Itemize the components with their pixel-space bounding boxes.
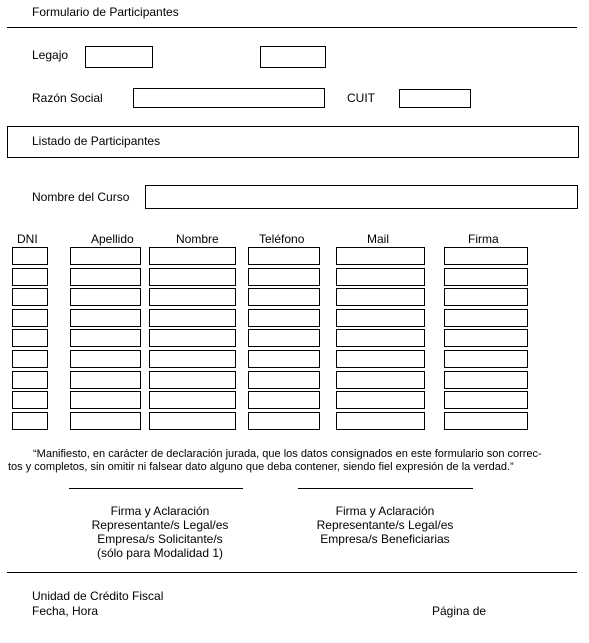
legajo-label: Legajo [32, 48, 69, 62]
cell-dni[interactable] [12, 288, 48, 306]
column-header-nombre: Nombre [176, 232, 219, 246]
cell-telefono[interactable] [248, 268, 320, 286]
cell-apellido[interactable] [70, 371, 141, 389]
cell-nombre[interactable] [149, 309, 236, 327]
column-header-firma: Firma [468, 232, 499, 246]
column-header-apellido: Apellido [91, 232, 134, 246]
cell-apellido[interactable] [70, 412, 141, 430]
cell-mail[interactable] [336, 247, 425, 265]
razon-social-label: Razón Social [32, 91, 103, 105]
signature-right-line-3: Empresa/s Beneficiarias [320, 532, 450, 546]
cell-apellido[interactable] [70, 309, 141, 327]
cell-telefono[interactable] [248, 391, 320, 409]
column-header-telefono: Teléfono [259, 232, 305, 246]
cell-mail[interactable] [336, 371, 425, 389]
cell-telefono[interactable] [248, 412, 320, 430]
cell-apellido[interactable] [70, 247, 141, 265]
cell-dni[interactable] [12, 329, 48, 347]
cell-telefono[interactable] [248, 350, 320, 368]
cell-nombre[interactable] [149, 288, 236, 306]
cell-nombre[interactable] [149, 350, 236, 368]
title-divider [7, 27, 577, 28]
cuit-field[interactable] [399, 89, 471, 108]
signature-caption-right [285, 504, 485, 546]
footer-divider [7, 572, 577, 573]
cell-apellido[interactable] [70, 268, 141, 286]
cell-dni[interactable] [12, 247, 48, 265]
cell-firma[interactable] [444, 288, 528, 306]
cell-mail[interactable] [336, 391, 425, 409]
cell-dni[interactable] [12, 268, 48, 286]
legajo-field[interactable] [85, 46, 153, 68]
cell-nombre[interactable] [149, 371, 236, 389]
cell-telefono[interactable] [248, 247, 320, 265]
curso-label: Nombre del Curso [32, 190, 130, 204]
cuit-label: CUIT [347, 91, 375, 105]
signature-line-right [298, 488, 473, 489]
cell-firma[interactable] [444, 412, 528, 430]
cell-mail[interactable] [336, 412, 425, 430]
cell-telefono[interactable] [248, 329, 320, 347]
signature-right-line-2: Representante/s Legal/es [316, 518, 454, 532]
cell-nombre[interactable] [149, 412, 236, 430]
cell-mail[interactable] [336, 309, 425, 327]
form-title: Formulario de Participantes [32, 5, 179, 19]
cell-firma[interactable] [444, 391, 528, 409]
cell-nombre[interactable] [149, 247, 236, 265]
cell-dni[interactable] [12, 412, 48, 430]
legajo-secondary-field[interactable] [260, 46, 326, 68]
cell-apellido[interactable] [70, 288, 141, 306]
cell-telefono[interactable] [248, 371, 320, 389]
cell-mail[interactable] [336, 350, 425, 368]
signature-left-line-3: Empresa/s Solicitante/s [97, 532, 223, 546]
cell-nombre[interactable] [149, 329, 236, 347]
cell-apellido[interactable] [70, 329, 141, 347]
cell-firma[interactable] [444, 329, 528, 347]
signature-left-line-1: Firma y Aclaración [110, 504, 210, 518]
footer-page: Página de [432, 604, 487, 618]
column-header-mail: Mail [367, 232, 390, 246]
cell-telefono[interactable] [248, 288, 320, 306]
footer-unit: Unidad de Crédito Fiscal [32, 589, 164, 603]
column-header-dni: DNI [17, 232, 38, 246]
signature-left-line-2: Representante/s Legal/es [91, 518, 229, 532]
cell-nombre[interactable] [149, 391, 236, 409]
declaration-line-2: tos y completos, sin omitir ni falsear dato alguno que deba contener, siendo fiel expresión de la verdad.” [8, 461, 514, 473]
signature-caption-left [60, 504, 260, 560]
listado-heading: Listado de Participantes [32, 134, 161, 148]
cell-apellido[interactable] [70, 391, 141, 409]
cell-dni[interactable] [12, 371, 48, 389]
cell-firma[interactable] [444, 268, 528, 286]
declaration-text [8, 448, 583, 474]
cell-dni[interactable] [12, 350, 48, 368]
cell-firma[interactable] [444, 350, 528, 368]
cell-firma[interactable] [444, 371, 528, 389]
cell-dni[interactable] [12, 309, 48, 327]
footer-date-time: Fecha, Hora [32, 604, 99, 618]
cell-firma[interactable] [444, 309, 528, 327]
cell-dni[interactable] [12, 391, 48, 409]
signature-right-line-1: Firma y Aclaración [335, 504, 435, 518]
signature-line-left [69, 488, 243, 489]
cell-telefono[interactable] [248, 309, 320, 327]
cell-mail[interactable] [336, 329, 425, 347]
cell-mail[interactable] [336, 268, 425, 286]
razon-social-field[interactable] [133, 88, 325, 108]
cell-apellido[interactable] [70, 350, 141, 368]
listado-heading-box [7, 126, 579, 158]
signature-left-line-4: (sólo para Modalidad 1) [96, 546, 224, 560]
cell-firma[interactable] [444, 247, 528, 265]
cell-nombre[interactable] [149, 268, 236, 286]
cell-mail[interactable] [336, 288, 425, 306]
curso-field[interactable] [145, 185, 578, 209]
declaration-line-1: “Manifiesto, en carácter de declaración jurada, que los datos consignados en este formulario son correc- [33, 448, 542, 460]
